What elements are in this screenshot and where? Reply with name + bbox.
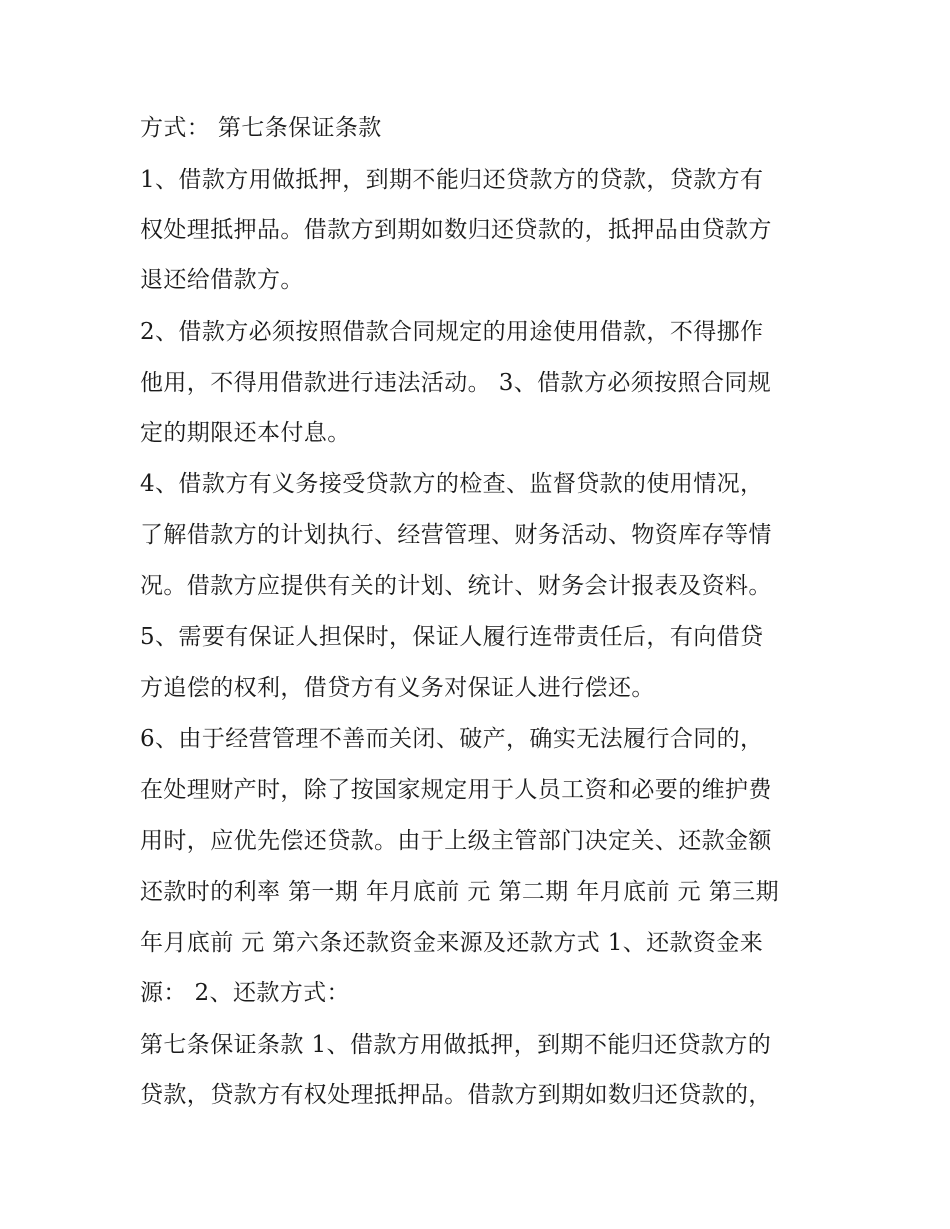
text-line: 还款时的利率 第一期 年月底前 元 第二期 年月底前 元 第三期: [140, 879, 779, 905]
text-line: 2、借款方必须按照借款合同规定的用途使用借款，不得挪作: [140, 319, 764, 345]
text-line: 方式： 第七条保证条款: [140, 115, 382, 141]
text-line: 况。借款方应提供有关的计划、统计、财务会计报表及资料。: [140, 573, 772, 599]
text-line: 年月底前 元 第六条还款资金来源及还款方式 1、还款资金来: [140, 930, 764, 956]
text-line: 方追偿的权利，借贷方有义务对保证人进行偿还。: [140, 675, 655, 701]
text-line: 权处理抵押品。借款方到期如数归还贷款的，抵押品由贷款方: [140, 217, 772, 243]
text-line: 源： 2、还款方式：: [140, 980, 350, 1006]
text-line: 贷款，贷款方有权处理抵押品。借款方到期如数归还贷款的，: [140, 1082, 772, 1108]
text-line: 4、借款方有义务接受贷款方的检查、监督贷款的使用情况，: [140, 471, 764, 497]
text-line: 用时，应优先偿还贷款。由于上级主管部门决定关、还款金额: [140, 828, 772, 854]
text-line: 定的期限还本付息。: [140, 420, 351, 446]
text-line: 5、需要有保证人担保时，保证人履行连带责任后，有向借贷: [140, 624, 764, 650]
text-line: 在处理财产时，除了按国家规定用于人员工资和必要的维护费: [140, 777, 772, 803]
text-line: 退还给借款方。: [140, 267, 304, 293]
text-line: 6、由于经营管理不善而关闭、破产，确实无法履行合同的，: [140, 726, 764, 752]
text-line: 1、借款方用做抵押，到期不能归还贷款方的贷款，贷款方有: [140, 167, 764, 193]
text-line: 第七条保证条款 1、借款方用做抵押，到期不能归还贷款方的: [140, 1032, 772, 1058]
text-line: 他用，不得用借款进行违法活动。 3、借款方必须按照合同规: [140, 370, 772, 396]
text-line: 了解借款方的计划执行、经营管理、财务活动、物资库存等情: [140, 522, 772, 548]
